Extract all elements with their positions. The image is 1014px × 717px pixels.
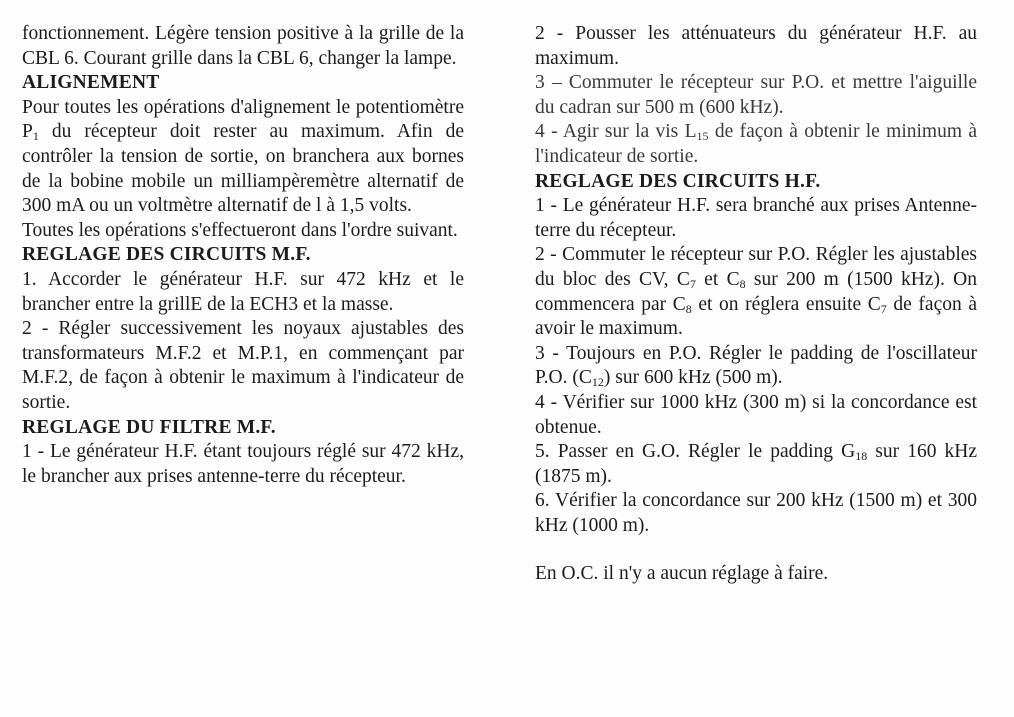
- paragraph-filtre-step-3: 3 – Commuter le récepteur sur P.O. et mettre l'aiguille du cadran sur 500 m (600 kHz).: [535, 72, 977, 118]
- heading-alignement: ALIGNEMENT: [22, 72, 160, 94]
- paragraph-mf-step-1: 1. Accorder le générateur H.F. sur 472 kHz et le brancher entre la grillE de la ECH3 et la masse.: [22, 268, 464, 315]
- paragraph-hf-step-1: 1 - Le générateur H.F. sera branché aux prises Antenne-terre du récepteur.: [535, 195, 977, 241]
- paragraph-hf-step-6: 6. Vérifier la concordance sur 200 kHz (1500 m) et 300 kHz (1000 m).: [535, 490, 977, 536]
- text: 3 - Toujours en P.O. Régler le padding de l'oscillateur P.O. (C: [535, 342, 977, 389]
- paragraph-oc-note: En O.C. il n'y a aucun réglage à faire.: [535, 563, 829, 585]
- text: de façon à obtenir le minimum à l'indicateur de sortie.: [535, 121, 978, 167]
- paragraph-hf-step-4: 4 - Vérifier sur 1000 kHz (300 m) si la concordance est obtenue.: [535, 391, 977, 438]
- paragraph-alignement-intro: [22, 96, 464, 219]
- subscript: 7: [880, 301, 887, 316]
- spacer: [535, 538, 977, 562]
- left-column: [22, 22, 464, 489]
- text: de façon à avoir le maximum.: [535, 293, 977, 340]
- right-column: [535, 22, 977, 587]
- subscript: 18: [855, 449, 868, 464]
- heading-reglage-filtre: REGLAGE DU FILTRE M.F.: [22, 416, 276, 438]
- subscript: 8: [685, 301, 692, 316]
- text: 4 - Agir sur la vis L: [535, 121, 697, 143]
- paragraph-ordre: Toutes les opérations s'effectueront dans l'ordre suivant.: [22, 219, 458, 241]
- paragraph-filtre-step-2: 2 - Pousser les atténuateurs du générateur H.F. au maximum.: [535, 23, 977, 69]
- heading-reglage-mf: REGLAGE DES CIRCUITS M.F.: [22, 244, 311, 266]
- text: Pour toutes les opérations d'alignement le potentiomètre P: [22, 96, 464, 143]
- subscript: 12: [591, 375, 604, 390]
- paragraph-mf-step-2: 2 - Régler successivement les noyaux ajustables des transformateurs M.F.2 et M.P.1, en commençant par M.F.2, de façon à obtenir le maximum à l'indicateur de sortie.: [22, 318, 464, 413]
- paragraph-hf-step-2: [535, 243, 977, 341]
- text: 5. Passer en G.O. Régler le padding G: [535, 441, 856, 463]
- subscript: 1: [32, 129, 39, 144]
- paragraph-fonctionnement: fonctionnement. Légère tension positive à la grille de la CBL 6. Courant grille dans la CBL 6, changer la lampe.: [22, 23, 464, 69]
- text: ) sur 600 kHz (500 m).: [603, 367, 783, 389]
- subscript: 8: [739, 276, 746, 291]
- text: sur 160 kHz (1875 m).: [535, 441, 977, 487]
- paragraph-filtre-step-1: 1 - Le générateur H.F. étant toujours réglé sur 472 kHz, le brancher aux prises antenne-terre du récepteur.: [22, 441, 464, 487]
- subscript: 15: [696, 129, 709, 144]
- paragraph-hf-step-5: [535, 440, 977, 489]
- heading-reglage-hf: REGLAGE DES CIRCUITS H.F.: [535, 170, 821, 192]
- text: et on réglera ensuite C: [691, 293, 881, 315]
- paragraph-filtre-step-4: [535, 120, 977, 169]
- subscript: 7: [689, 276, 696, 291]
- text: 2 - Commuter le récepteur sur P.O. Régler les ajustables du bloc des CV, C: [535, 244, 977, 290]
- text: sur 200 m (1500 kHz). On commencera par C: [535, 268, 977, 315]
- paragraph-hf-step-3: [535, 342, 977, 391]
- text: et C: [695, 268, 740, 290]
- text: du récepteur doit rester au maximum. Afin de contrôler la tension de sortie, on branchera aux bornes de la bobine mobile un milliampèremètre alternatif de 300 mA ou un voltmètre alternatif de l à 1,5 volts.: [22, 121, 464, 217]
